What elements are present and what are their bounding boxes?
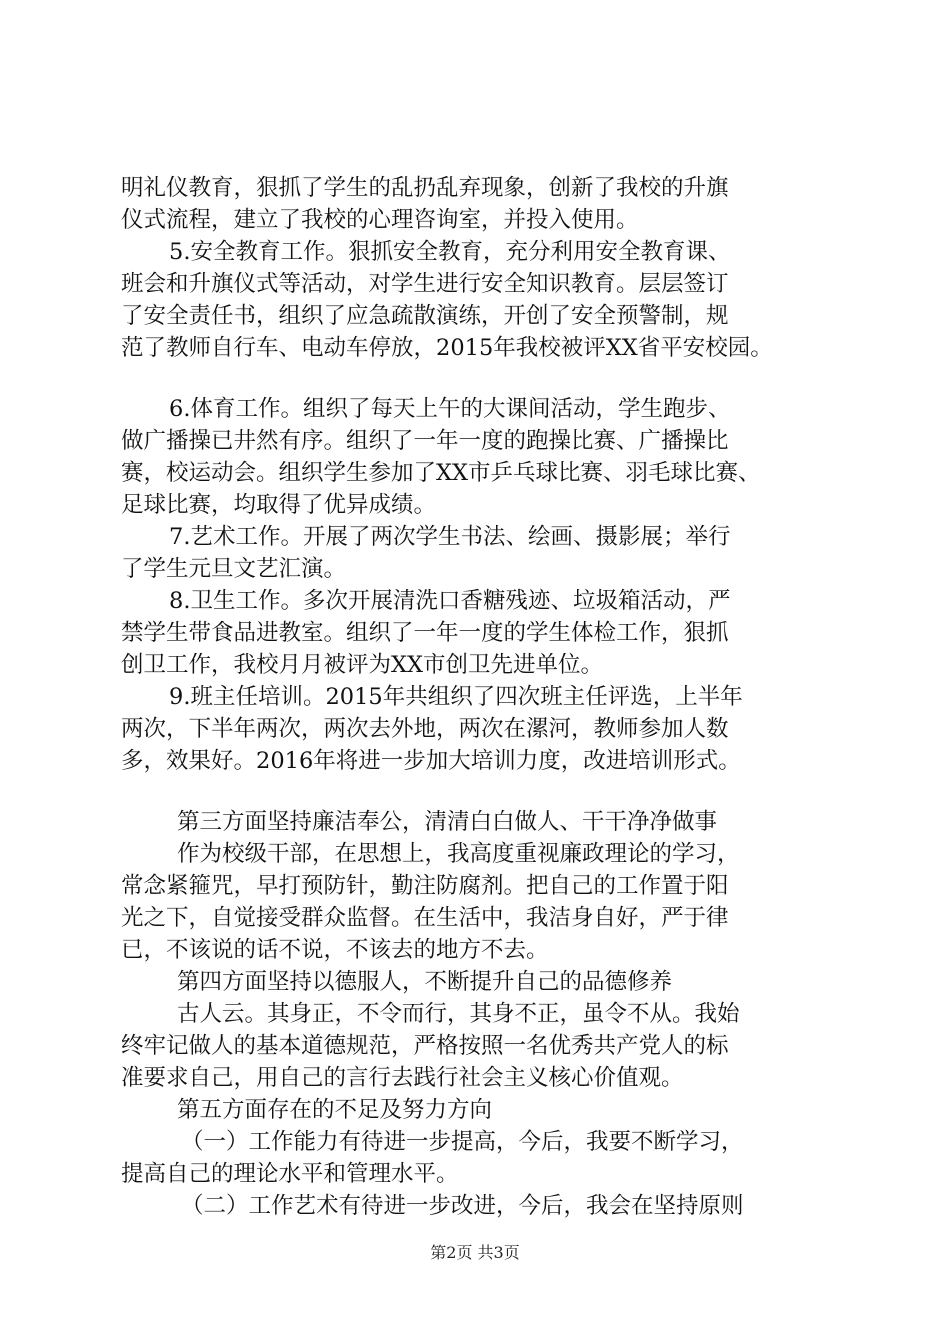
text-line: 5.安全教育工作。狠抓安全教育，充分利用安全教育课、 bbox=[169, 239, 731, 265]
text-line: 8.卫生工作。多次开展清洗口香糖残迹、垃圾箱活动，严 bbox=[169, 588, 731, 614]
text-line: 两次，下半年两次，两次去外地，两次在漯河，教师参加人数 bbox=[121, 716, 729, 742]
section-heading: 第五方面存在的不足及努力方向 bbox=[177, 1097, 493, 1123]
page-number-footer: 第2页 共3页 bbox=[430, 1243, 520, 1262]
text-line: 明礼仪教育，狠抓了学生的乱扔乱弃现象，创新了我校的升旗 bbox=[121, 175, 729, 201]
section-heading: 第四方面坚持以德服人，不断提升自己的品德修养 bbox=[177, 969, 673, 995]
text-line: 准要求自己，用自己的言行去践行社会主义核心价值观。 bbox=[121, 1065, 684, 1091]
text-line: 创卫工作，我校月月被评为XX市创卫先进单位。 bbox=[121, 652, 604, 678]
text-line: 古人云。其身正，不令而行，其身不正，虽令不从。我始 bbox=[177, 1001, 740, 1027]
text-line: 多，效果好。2016年将进一步加大培训力度，改进培训形式。 bbox=[121, 748, 741, 774]
text-line: 光之下，自觉接受群众监督。在生活中，我洁身自好，严于律 bbox=[121, 905, 729, 931]
text-line: 范了教师自行车、电动车停放，2015年我校被评XX省平安校园。 bbox=[121, 335, 773, 361]
paragraph-gap bbox=[121, 364, 841, 393]
text-line: 9.班主任培训。2015年共组织了四次班主任评选，上半年 bbox=[169, 684, 743, 710]
text-line: 禁学生带食品进教室。组织了一年一度的学生体检工作，狠抓 bbox=[121, 620, 729, 646]
text-line: （二）工作艺术有待进一步改进，今后，我会在坚持原则 bbox=[181, 1193, 744, 1219]
text-line: 做广播操已井然有序。组织了一年一度的跑操比赛、广播操比 bbox=[121, 428, 729, 454]
section-heading: 第三方面坚持廉洁奉公，清清白白做人、干干净净做事 bbox=[177, 809, 718, 835]
text-line: 已，不该说的话不说，不该去的地方不去。 bbox=[121, 937, 549, 963]
text-line: 赛，校运动会。组织学生参加了XX市乒乓球比赛、羽毛球比赛、 bbox=[121, 460, 761, 486]
text-line: 7.艺术工作。开展了两次学生书法、绘画、摄影展；举行 bbox=[169, 524, 731, 550]
text-line: 了安全责任书，组织了应急疏散演练，开创了安全预警制，规 bbox=[121, 303, 729, 329]
text-line: 了学生元旦文艺汇演。 bbox=[121, 556, 347, 582]
text-line: 终牢记做人的基本道德规范，严格按照一名优秀共产党人的标 bbox=[121, 1033, 729, 1059]
text-line: 班会和升旗仪式等活动，对学生进行安全知识教育。层层签订 bbox=[121, 271, 729, 297]
text-line: 6.体育工作。组织了每天上午的大课间活动，学生跑步、 bbox=[169, 396, 731, 422]
paragraph-gap bbox=[121, 777, 841, 806]
text-line: （一）工作能力有待进一步提高，今后，我要不断学习， bbox=[181, 1129, 744, 1155]
text-line: 提高自己的理论水平和管理水平。 bbox=[121, 1161, 459, 1187]
text-line: 仪式流程，建立了我校的心理咨询室，并投入使用。 bbox=[121, 207, 639, 233]
text-line: 常念紧箍咒，早打预防针，勤注防腐剂。把自己的工作置于阳 bbox=[121, 873, 729, 899]
text-line: 足球比赛，均取得了优异成绩。 bbox=[121, 492, 437, 518]
text-line: 作为校级干部，在思想上，我高度重视廉政理论的学习， bbox=[177, 841, 740, 867]
document-body bbox=[121, 172, 841, 1222]
